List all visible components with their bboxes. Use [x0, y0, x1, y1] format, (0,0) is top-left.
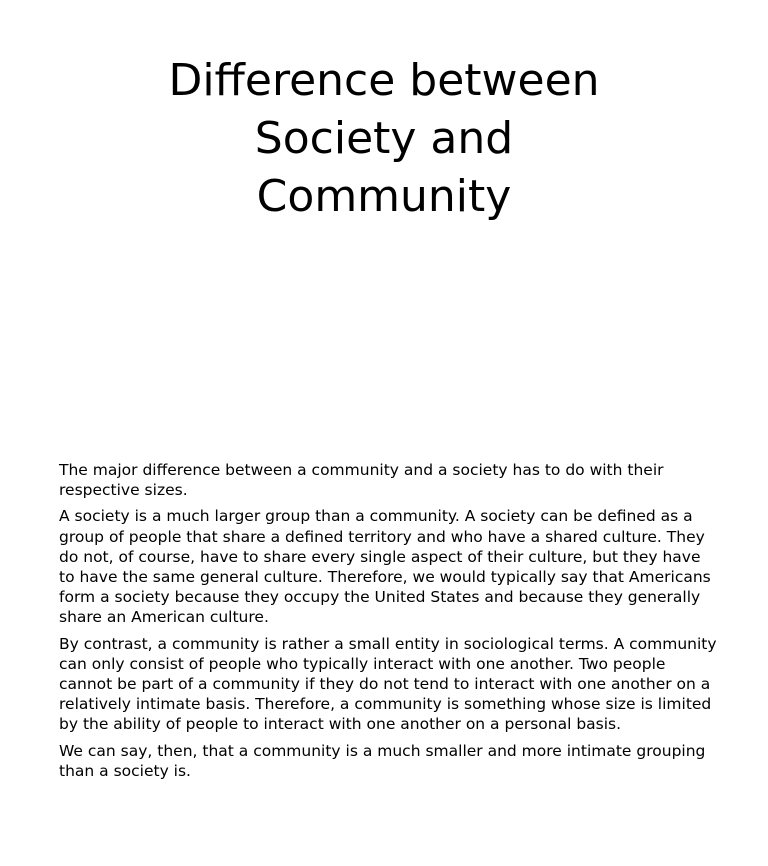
paragraph-society: A society is a much larger group than a community. A society can be defined as a group of people that share a defined territory and who have a shared culture. They do not, of course, have to share every single aspect of their culture, but they have to have the same general culture. Therefore, we would typically say that Americans form a society because they occupy the United States and because they generally share an American culture. — [59, 507, 711, 627]
paragraph-community: By contrast, a community is rather a small entity in sociological terms. A community can only consist of people who typically interact with one another. Two people cannot be part of a community if they do not tend to interact with one another on a relatively intimate basis. Therefore, a community is something whose size is limited by the ability of people to interact with one another on a personal basis. — [59, 634, 717, 734]
title-line: Difference between — [168, 55, 600, 106]
slide-title — [130, 52, 638, 226]
body-text — [59, 460, 719, 787]
paragraph-conclusion: We can say, then, that a community is a much smaller and more intimate grouping than a society is. — [59, 741, 706, 780]
title-line: Society and — [254, 113, 514, 164]
paragraph-intro: The major difference between a community and a society has to do with their respective sizes. — [59, 461, 664, 500]
title-line: Community — [256, 171, 512, 222]
